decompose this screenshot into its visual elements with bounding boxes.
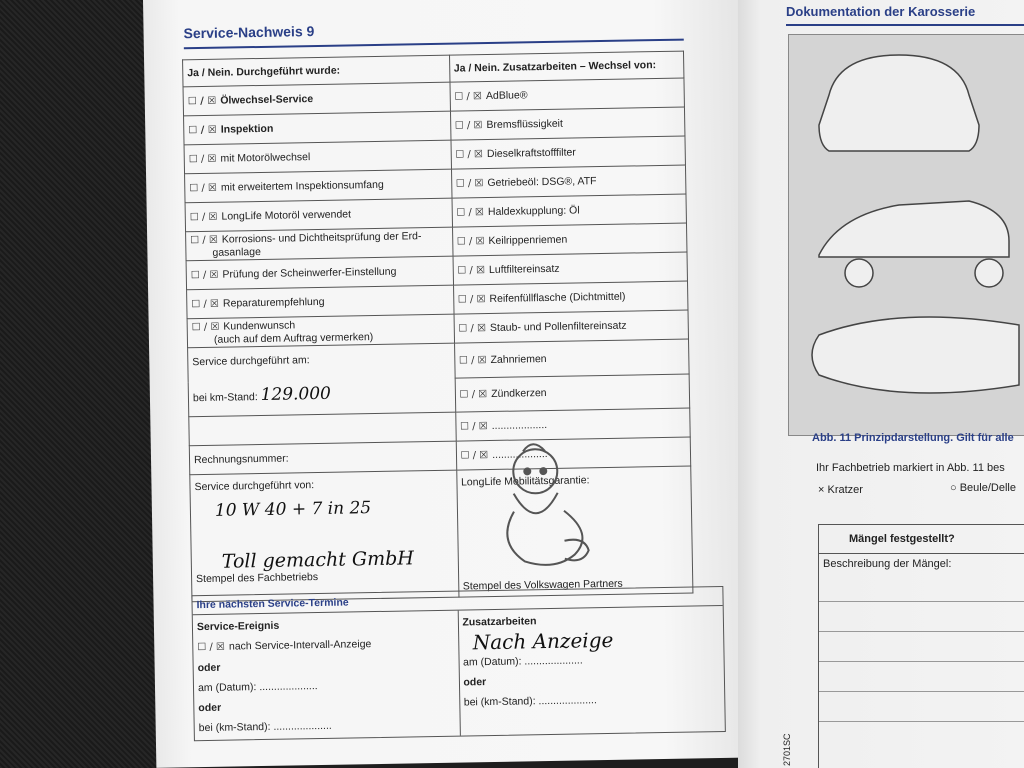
extra-label: ................... xyxy=(492,448,548,461)
legend-dent: ○ Beule/Delle xyxy=(950,482,1016,494)
service-row-left xyxy=(186,256,453,290)
extra-work-label: Getriebeöl: DSG®, ATF xyxy=(487,175,597,190)
service-item-label: Reparaturempfehlung xyxy=(222,295,325,310)
extra-row-2 xyxy=(455,374,690,413)
extra-label: Zündkerzen xyxy=(491,387,547,401)
service-item-label: Ölwechsel-Service xyxy=(220,93,314,107)
defects-line[interactable] xyxy=(819,602,1024,632)
checkbox[interactable]: ☐ / ☒ xyxy=(191,298,220,311)
service-item-label: mit Motorölwechsel xyxy=(220,151,311,165)
stamp-label-right: Stempel des Volkswagen Partners xyxy=(462,577,623,593)
checkbox[interactable]: ☐ / ☒ xyxy=(188,124,217,137)
checkbox[interactable]: ☐ / ☒ xyxy=(456,236,485,248)
defects-description-label: Beschreibung der Mängel: xyxy=(823,558,952,570)
checkbox[interactable]: ☐ / ☒ xyxy=(458,354,487,367)
service-row-left xyxy=(185,198,452,232)
service-event-header: Service-Ereignis xyxy=(196,619,280,634)
extra-work-label: Luftfiltereinsatz xyxy=(488,262,560,277)
page-title: Service-Nachweis 9 xyxy=(183,23,315,42)
additional-work-column xyxy=(457,606,725,736)
service-item-label-2: gasanlage xyxy=(212,245,261,259)
checkbox[interactable]: ☐ / ☒ xyxy=(456,207,485,219)
checkbox[interactable]: ☐ / ☒ xyxy=(457,294,486,306)
checkbox[interactable]: ☐ / ☒ xyxy=(190,269,219,282)
defects-line[interactable] xyxy=(819,632,1024,662)
handwritten-company: Toll gemacht GmbH xyxy=(221,547,415,573)
defects-line[interactable] xyxy=(819,572,1024,602)
unicorn-stamp-icon xyxy=(483,430,596,582)
next-left-line: ☐ / ☒ nach Service-Intervall-Anzeige xyxy=(197,638,372,654)
next-left-line: am (Datum): .................... xyxy=(197,680,318,695)
side-code: 2701SC xyxy=(782,733,792,766)
service-table xyxy=(182,51,693,603)
invoice-label: Rechnungsnummer: xyxy=(189,441,456,475)
extra-work-row xyxy=(450,78,685,111)
title-divider xyxy=(184,39,684,50)
defects-box xyxy=(818,524,1024,768)
defects-line[interactable] xyxy=(819,692,1024,722)
service-date-label: Service durchgeführt am: xyxy=(192,354,310,369)
extra-work-label: Haldexkupplung: Öl xyxy=(487,204,580,219)
figure-caption: Abb. 11 Prinzipdarstellung. Gilt für alle xyxy=(812,432,1014,444)
service-item-label: Prüfung der Scheinwerfer-Einstellung xyxy=(222,265,397,281)
km-value: 129.000 xyxy=(260,383,332,406)
service-row-left xyxy=(186,227,453,261)
service-item-label: Kundenwunsch xyxy=(223,318,296,333)
checkbox[interactable]: ☐ / ☒ xyxy=(457,265,486,277)
extra-work-label: Dieselkraftstofffilter xyxy=(486,146,576,161)
checkbox[interactable]: ☐ / ☒ xyxy=(189,211,218,224)
col-header-right: Ja / Nein. Zusatzarbeiten – Wechsel von: xyxy=(449,51,684,82)
next-right-line: oder xyxy=(463,676,487,689)
car-diagram-frame xyxy=(788,34,1024,436)
service-item-label: LongLife Motoröl verwendet xyxy=(221,208,352,223)
checkbox[interactable]: ☐ / ☒ xyxy=(197,641,226,654)
checkbox[interactable]: ☐ / ☒ xyxy=(187,95,217,108)
extra-work-label: Bremsflüssigkeit xyxy=(486,117,563,132)
service-row-left xyxy=(187,285,454,319)
right-title-divider xyxy=(786,24,1024,26)
checkbox[interactable]: ☐ / ☒ xyxy=(454,120,483,132)
service-row-left xyxy=(183,82,450,116)
handwritten-nach-anzeige: Nach Anzeige xyxy=(472,627,614,655)
next-appointments-title: Ihre nächsten Service-Termine xyxy=(192,587,722,615)
next-left-line: oder xyxy=(197,661,221,675)
additional-work-header: Zusatzarbeiten xyxy=(462,615,537,629)
extra-work-row xyxy=(453,252,688,285)
service-row-left xyxy=(187,314,454,348)
service-by-label: Service durchgeführt von: xyxy=(194,479,315,494)
service-row-left xyxy=(184,111,451,145)
service-item-label: mit erweitertem Inspektionsumfang xyxy=(220,178,384,194)
extra-label: ................... xyxy=(491,419,548,432)
checkbox[interactable]: ☐ / ☒ xyxy=(191,321,220,333)
checkbox[interactable]: ☐ / ☒ xyxy=(190,234,218,246)
extra-work-label: Reifenfüllflasche (Dichtmittel) xyxy=(489,290,626,305)
extra-work-row xyxy=(450,107,685,140)
next-right-line: bei (km-Stand): .................... xyxy=(463,694,597,709)
checkbox[interactable]: ☐ / ☒ xyxy=(188,153,217,166)
checkbox[interactable]: ☐ / ☒ xyxy=(459,389,488,401)
extra-work-label: AdBlue® xyxy=(485,89,528,103)
checkbox[interactable]: ☐ / ☒ xyxy=(458,323,487,335)
stamp-label-left: Stempel des Fachbetriebs xyxy=(196,571,319,586)
extra-row-1 xyxy=(454,339,689,378)
service-item-label-2: (auch auf dem Auftrag vermerken) xyxy=(213,330,374,346)
service-record-page xyxy=(143,0,756,768)
extra-work-row xyxy=(451,165,686,198)
extra-work-row xyxy=(451,136,686,169)
checkbox[interactable]: ☐ / ☒ xyxy=(459,421,488,433)
next-appointments-box xyxy=(191,586,725,741)
extra-label: Zahnriemen xyxy=(490,352,547,366)
longlife-label: LongLife Mobilitätsgarantie: xyxy=(460,474,590,489)
service-by-cell xyxy=(190,470,459,602)
service-event-column xyxy=(193,611,460,741)
km-label: bei km-Stand: xyxy=(192,391,258,405)
next-left-line: bei (km-Stand): .................... xyxy=(198,719,332,735)
bodywork-documentation-page xyxy=(738,0,1024,768)
car-outline-icon xyxy=(789,35,1024,435)
next-left-line: oder xyxy=(198,701,222,715)
extra-work-row xyxy=(454,310,689,343)
handwritten-oil: 10 W 40 + 7 in 25 xyxy=(214,498,372,521)
extra-work-row xyxy=(453,281,688,314)
next-right-line: am (Datum): .................... xyxy=(463,654,583,669)
checkbox[interactable]: ☐ / ☒ xyxy=(454,91,483,103)
checkbox[interactable]: ☐ / ☒ xyxy=(189,182,218,195)
extra-work-label: Keilrippenriemen xyxy=(488,233,568,248)
fabric-background xyxy=(0,0,160,768)
checkbox[interactable]: ☐ / ☒ xyxy=(455,178,484,190)
col-header-left: Ja / Nein. Durchgeführt wurde: xyxy=(183,55,450,87)
defects-title: Mängel festgestellt? xyxy=(819,525,1024,554)
extra-work-row xyxy=(452,223,687,256)
right-page-title: Dokumentation der Karosserie xyxy=(786,4,976,19)
invoice-cell xyxy=(189,412,456,446)
service-row-left xyxy=(185,169,452,203)
service-item-label: Korrosions- und Dichtheitsprüfung der Erd- xyxy=(221,229,422,246)
service-row-left xyxy=(184,140,451,174)
checkbox[interactable]: ☐ / ☒ xyxy=(455,149,484,161)
extra-work-label: Staub- und Pollenfiltereinsatz xyxy=(489,319,627,334)
marker-instruction: Ihr Fachbetrieb markiert in Abb. 11 bes xyxy=(816,462,1005,474)
service-date-cell xyxy=(188,343,456,417)
legend-scratch: × Kratzer xyxy=(818,484,863,496)
checkbox[interactable]: ☐ / ☒ xyxy=(460,450,489,462)
defects-line[interactable] xyxy=(819,662,1024,692)
extra-work-row xyxy=(452,194,687,227)
service-item-label: Inspektion xyxy=(220,122,274,136)
